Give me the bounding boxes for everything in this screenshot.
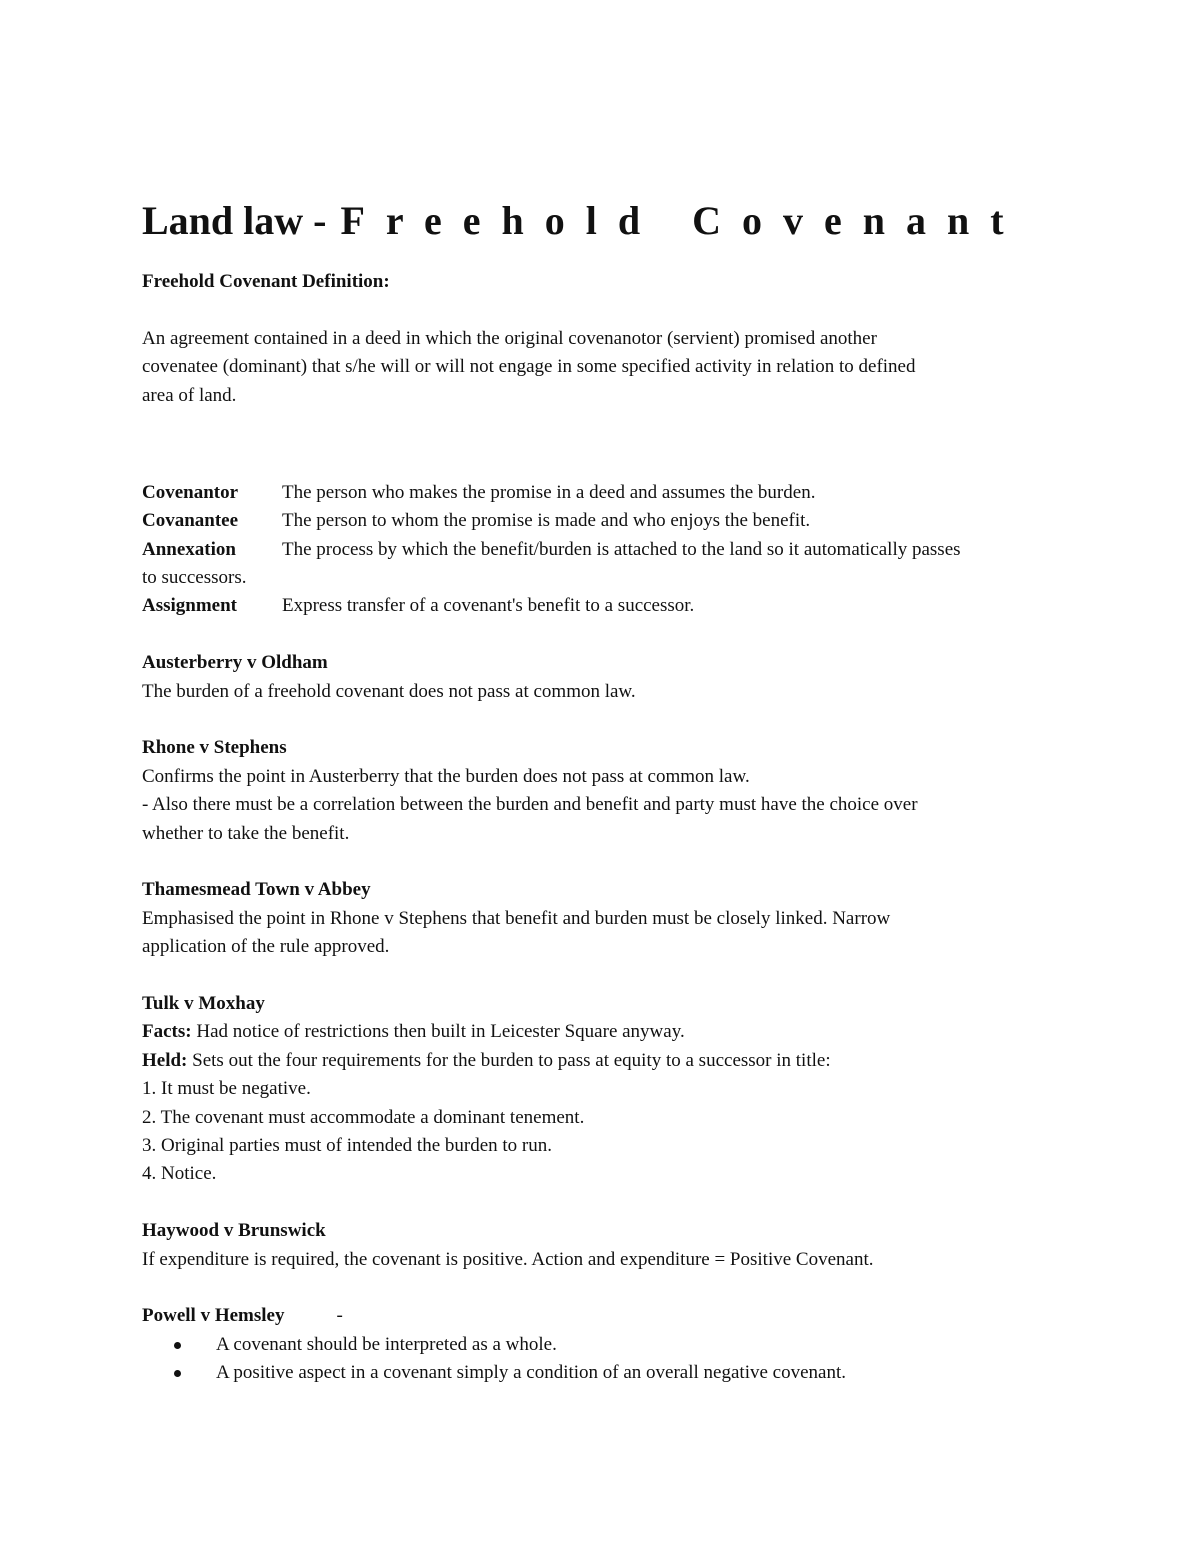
bullet-icon: [174, 1342, 181, 1349]
term-label: Covenantor: [142, 481, 239, 503]
document-body: [142, 268, 1082, 1388]
list-item: [142, 1331, 1082, 1359]
term-label: Covanantee: [142, 510, 239, 532]
held-label: Held:: [142, 1049, 188, 1071]
facts-label: Facts:: [142, 1021, 192, 1043]
definition-line: area of land.: [142, 384, 237, 406]
term-row: [142, 479, 1082, 507]
bullet-icon: [174, 1370, 181, 1377]
requirement-item: 4. Notice.: [142, 1163, 217, 1185]
term-label: Annexation: [142, 538, 236, 560]
heading-dash: -: [336, 1305, 343, 1327]
term-definition: The process by which the benefit/burden is attached to the land so it automatically passes: [282, 538, 961, 560]
definition-line: covenatee (dominant) that s/he will or will not engage in some specified activity in relation to defined: [142, 356, 916, 378]
term-row: [142, 507, 1082, 535]
definition-line: An agreement contained in a deed in which the original covenanotor (servient) promised another: [142, 327, 877, 349]
held-text: Sets out the four requirements for the burden to pass at equity to a successor in title:: [192, 1049, 831, 1071]
term-definition: The person who makes the promise in a deed and assumes the burden.: [282, 481, 816, 503]
powell-bullet-list: [142, 1331, 1082, 1388]
case-text: If expenditure is required, the covenant is positive. Action and expenditure = Positive Covenant.: [142, 1248, 874, 1270]
case-heading-haywood: Haywood v Brunswick: [142, 1220, 326, 1242]
case-heading-rhone: Rhone v Stephens: [142, 737, 287, 759]
case-heading-powell: Powell v Hemsley: [142, 1305, 285, 1327]
term-definition: The person to whom the promise is made and who enjoys the benefit.: [282, 510, 811, 532]
case-text: application of the rule approved.: [142, 936, 390, 958]
case-text: whether to take the benefit.: [142, 822, 350, 844]
requirement-item: 1. It must be negative.: [142, 1078, 311, 1100]
title-part-2: Freehold Covenant: [340, 198, 1025, 243]
case-facts: [142, 1018, 1082, 1046]
term-label: Assignment: [142, 595, 238, 617]
case-text: The burden of a freehold covenant does not pass at common law.: [142, 680, 636, 702]
bullet-text: A positive aspect in a covenant simply a condition of an overall negative covenant.: [216, 1362, 846, 1384]
term-row: [142, 536, 1082, 564]
case-text: Confirms the point in Austerberry that the burden does not pass at common law.: [142, 765, 750, 787]
facts-text: Had notice of restrictions then built in Leicester Square anyway.: [196, 1021, 685, 1043]
requirement-item: 3. Original parties must of intended the burden to run.: [142, 1135, 552, 1157]
case-heading-austerberry: Austerberry v Oldham: [142, 652, 328, 674]
list-item: [142, 1359, 1082, 1387]
term-continuation: to successors.: [142, 567, 247, 589]
case-heading-thamesmead: Thamesmead Town v Abbey: [142, 879, 371, 901]
case-heading-tulk: Tulk v Moxhay: [142, 993, 265, 1015]
case-text: Emphasised the point in Rhone v Stephens that benefit and burden must be closely linked. Narrow: [142, 907, 891, 929]
terms-list: [142, 479, 1082, 621]
bullet-text: A covenant should be interpreted as a whole.: [216, 1333, 557, 1355]
case-heading-powell-line: [142, 1302, 1082, 1330]
document-title: [142, 196, 1025, 246]
requirement-item: 2. The covenant must accommodate a dominant tenement.: [142, 1106, 585, 1128]
definition-heading: Freehold Covenant Definition:: [142, 271, 390, 292]
term-definition: Express transfer of a covenant's benefit to a successor.: [282, 595, 695, 617]
term-row: [142, 592, 1082, 620]
title-part-1: Land law -: [142, 198, 327, 243]
case-text: - Also there must be a correlation between the burden and benefit and party must have the choice over: [142, 794, 918, 816]
case-held: [142, 1047, 1082, 1075]
